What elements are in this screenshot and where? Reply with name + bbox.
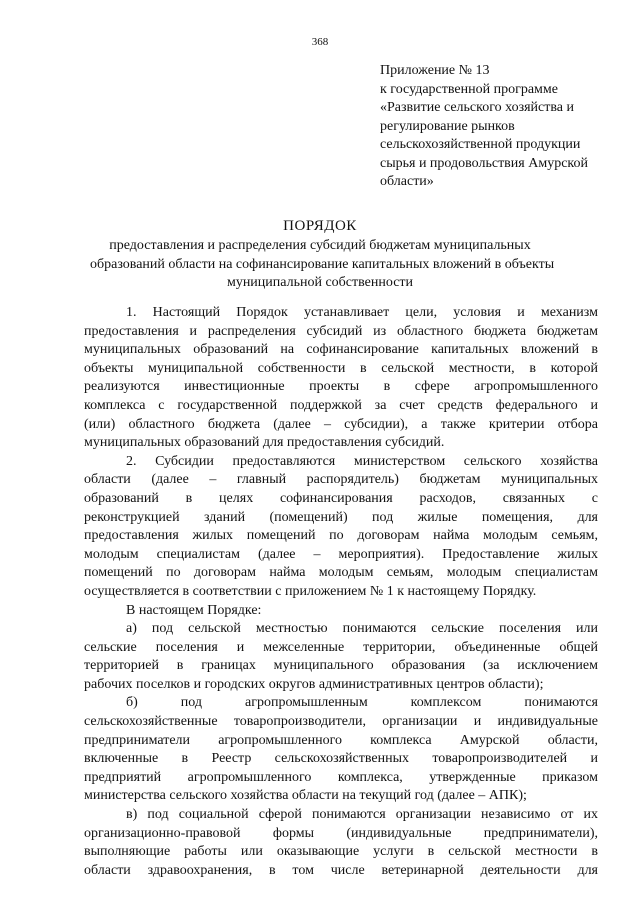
document-title: ПОРЯДОК <box>283 218 357 234</box>
body-line: сельскохозяйственные товаропроизводители, организации и индивидуальные <box>84 714 598 730</box>
body-line: реализуются инвестиционные проекты в сфере агропромышленного <box>84 379 598 395</box>
body-line: предоставления жилых помещений по договорам найма молодым семьям, <box>84 528 598 544</box>
appendix-line: регулирование рынков <box>380 118 515 134</box>
appendix-line: области» <box>380 174 434 189</box>
body-line: области (далее – главный распорядитель) бюджетам муниципальных <box>84 472 598 488</box>
body-line: а) под сельской местностью понимаются сельские поселения или <box>126 621 598 637</box>
body-line: объекты муниципальной собственности в сельской местности, в которой <box>84 360 598 376</box>
document-subtitle <box>90 237 555 293</box>
body-line: предприниматели агропромышленного комплекса Амурской области, <box>84 732 598 748</box>
appendix-line: «Развитие сельского хозяйства и <box>380 100 575 115</box>
body-line: предприятий агропромышленного комплекса, утвержденные приказом <box>84 769 598 785</box>
appendix-block <box>380 62 610 192</box>
body-line: реконструкцией зданий (помещений) под жилые помещения, для <box>84 509 598 525</box>
body-line: комплекса с государственной поддержкой за счет средств федерального и <box>84 397 598 413</box>
body-line: сельские поселения и межселенные территории, объединенные общей <box>84 639 598 655</box>
subtitle-line: муниципальной собственности <box>226 275 414 290</box>
body-line: осуществляется в соответствии с приложением № 1 к настоящему Порядку. <box>84 583 537 599</box>
appendix-line: сырья и продовольствия Амурской <box>380 155 588 171</box>
body-line: рабочих поселков и городских округов административных центров области); <box>84 676 544 692</box>
body-line: 1. Настоящий Порядок устанавливает цели, условия и механизм <box>126 305 598 320</box>
body-line: образований в целях софинансирования расходов, связанных с <box>84 490 598 506</box>
body-line: включенные в Реестр сельскохозяйственных товаропроизводителей и <box>84 751 598 767</box>
body-line: территорией в границах муниципального образования (за исключением <box>84 658 598 674</box>
appendix-line: сельскохозяйственной продукции <box>380 137 581 152</box>
subtitle-line: образований области на софинансирование капитальных вложений в объекты <box>90 256 555 272</box>
body-line: муниципальных образований на софинансирование капитальных вложений в <box>84 342 598 358</box>
body-line: (или) областного бюджета (далее – субсидии), а также критерии отбора <box>84 416 598 432</box>
body-line: министерства сельского хозяйства области на текущий год (далее – АПК); <box>84 788 527 804</box>
body-line: В настоящем Порядке: <box>126 602 262 618</box>
body-line: помещений по договорам найма молодым семьям, молодым специалистам <box>84 565 598 581</box>
document-body <box>84 304 598 880</box>
body-line: 2. Субсидии предоставляются министерством сельского хозяйства <box>126 453 598 469</box>
page-number: 368 <box>311 36 329 48</box>
body-line: выполняющие работы или оказывающие услуги в сельской местности в <box>84 844 598 860</box>
subtitle-line: предоставления и распределения субсидий бюджетам муниципальных <box>109 238 531 253</box>
appendix-line: к государственной программе <box>380 81 558 97</box>
body-line: в) под социальной сферой понимаются организации независимо от их <box>126 807 598 823</box>
body-line: области здравоохранения, в том числе ветеринарной деятельности для <box>84 862 598 878</box>
body-line: муниципальных образований для предоставления субсидий. <box>84 435 445 451</box>
appendix-line: Приложение № 13 <box>380 63 490 78</box>
body-line: молодым специалистам (далее – мероприятия). Предоставление жилых <box>84 546 598 562</box>
body-line: организационно-правовой формы (индивидуальные предприниматели), <box>84 825 598 841</box>
body-line: б) под агропромышленным комплексом понимаются <box>126 695 598 711</box>
body-line: предоставления и распределения субсидий из областного бюджета бюджетам <box>84 323 598 339</box>
